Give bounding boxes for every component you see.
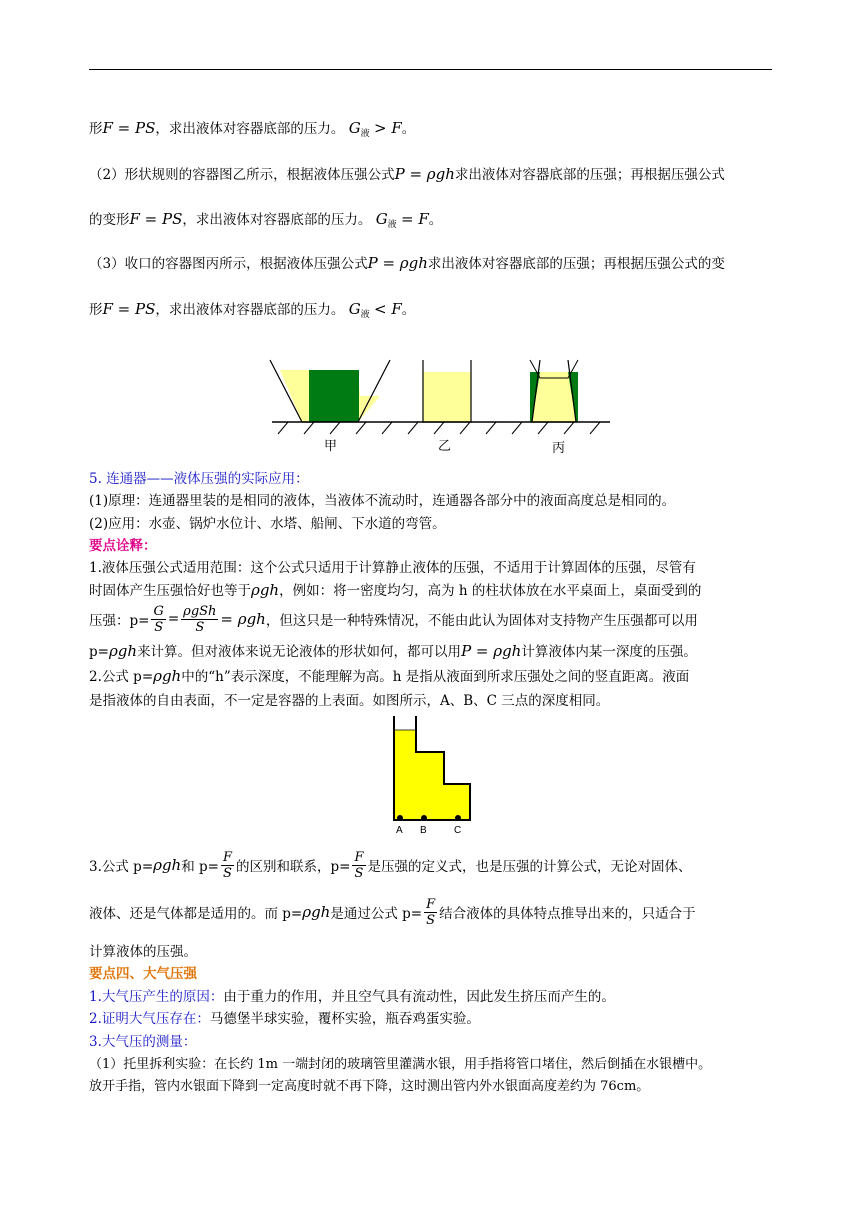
formula: = F — [400, 210, 429, 228]
formula: ρgh — [153, 667, 182, 685]
formula: G — [348, 119, 361, 137]
formula: F = PS — [102, 300, 156, 318]
text: 是通过公式 p= — [330, 906, 423, 922]
fraction-f-over-s — [352, 850, 365, 881]
section4-item2 — [89, 1007, 480, 1027]
denominator: S — [354, 865, 364, 881]
denominator: S — [426, 912, 436, 928]
point-a — [397, 815, 403, 821]
note1-line-b — [89, 579, 701, 599]
formula: P = ρgh — [367, 254, 428, 272]
note3-line-a — [89, 848, 692, 882]
text: ，例如：将一密度均匀，高为 h 的柱状体放在水平桌面上，桌面受到的 — [279, 583, 702, 599]
formula: ρgh — [302, 903, 331, 921]
text: 。 — [401, 302, 416, 318]
text: （2）形状规则的容器图乙所示，根据液体压强公式 — [89, 167, 395, 183]
formula: = ρgh — [220, 610, 266, 628]
section4-item3-line-b: 放开手指，管内水银面下降到一定高度时就不再下降，这时测出管内外水银面高度差约为 76cm。 — [89, 1079, 650, 1094]
section4-item3-title: 3.大气压的测量： — [89, 1034, 197, 1050]
text-line-5 — [89, 298, 415, 320]
note3-line-b — [89, 895, 696, 929]
text: = — [167, 611, 180, 627]
fraction-f-over-s — [424, 897, 437, 928]
section4-title: 要点四、大气压强 — [89, 966, 197, 982]
text: 2.公式 p= — [89, 669, 154, 685]
numerator: F — [222, 849, 232, 865]
formula: > F — [373, 119, 402, 137]
stepped-vessel-figure — [388, 716, 478, 838]
subscript: 液 — [360, 129, 370, 139]
vessel-liquid — [394, 730, 470, 820]
text-line-2 — [89, 163, 725, 183]
text: 。 — [428, 212, 443, 228]
formula: ρgh — [108, 642, 138, 660]
label-a: A — [396, 825, 403, 836]
text: 求出液体对容器底部的压强；再根据压强公式的变 — [427, 256, 725, 272]
text: ，但这只是一种特殊情况，不能由此认为固体对支持物产生压强都可以用 — [265, 613, 698, 629]
text: 计算液体内某一深度的压强。 — [521, 644, 697, 660]
text: 液体、还是气体都是适用的。而 p= — [89, 906, 303, 922]
section4-item1 — [89, 985, 615, 1005]
formula: F = PS — [102, 119, 156, 137]
item-text: 由于重力的作用，并且空气具有流动性，因此发生挤压而产生的。 — [223, 989, 615, 1005]
container-yi-liquid — [423, 372, 471, 422]
ground-hatching — [278, 422, 600, 434]
note1-line-a: 1.液体压强公式适用范围：这个公式只适用于计算静止液体的压强，不适用于计算固体的压强，尽管有 — [89, 560, 696, 576]
label-yi: 乙 — [438, 439, 452, 454]
denominator: S — [154, 619, 164, 635]
section4-item3-line-a: （1）托里拆利实验：在长约 1m 一端封闭的玻璃管里灌满水银，用手指将管口堵住，然后倒插在水银槽中。 — [89, 1057, 712, 1072]
text: 压强：p= — [89, 613, 150, 629]
point-b — [421, 815, 427, 821]
formula: G — [348, 300, 361, 318]
containers-figure — [268, 358, 614, 458]
formula: P = ρgh — [394, 165, 455, 183]
fraction-g-over-s — [151, 604, 165, 635]
fraction-f-over-s — [221, 850, 234, 881]
formula: ρgh — [153, 856, 182, 874]
formula: < F — [373, 300, 402, 318]
text: 3.公式 p= — [89, 859, 154, 875]
denominator: S — [223, 865, 232, 881]
text: p= — [89, 644, 109, 660]
formula: P = ρgh — [461, 642, 522, 660]
text: （3）收口的容器图丙所示，根据液体压强公式 — [89, 256, 368, 272]
text: ，求出液体对容器底部的压力。 — [182, 212, 372, 228]
text: 结合液体的具体特点推导出来的，只适合于 — [439, 906, 696, 922]
note3-line-c: 计算液体的压强。 — [89, 944, 197, 960]
text: 中的“h”表示深度，不能理解为高。h 是指从液面到所求压强处之间的竖直距离。液面 — [181, 669, 690, 685]
note2-line-a — [89, 665, 689, 685]
label-b: B — [420, 825, 427, 836]
numerator: F — [354, 849, 364, 865]
text: 和 p= — [181, 859, 219, 875]
formula: F = PS — [129, 210, 183, 228]
section5-principle: (1)原理：连通器里装的是相同的液体，当液体不流动时，连通器各部分中的液面高度总是相同的。 — [89, 493, 676, 509]
denominator: S — [195, 619, 205, 635]
subscript: 液 — [360, 310, 370, 320]
text: 时固体产生压强恰好也等于 — [89, 583, 251, 599]
section5-application: (2)应用：水壶、锅炉水位计、水塔、船闸、下水道的弯管。 — [89, 516, 446, 532]
numerator: G — [153, 603, 164, 619]
text-line-1 — [89, 117, 415, 139]
label-bing: 丙 — [552, 441, 566, 456]
item-label: 2.证明大气压存在： — [89, 1011, 210, 1027]
note2-line-b: 是指液体的自由表面，不一定是容器的上表面。如图所示，A、B、C 三点的深度相同。 — [89, 693, 610, 709]
item-label: 1.大气压产生的原因： — [89, 989, 224, 1005]
label-c: C — [454, 825, 462, 836]
text: ，求出液体对容器底部的压力。 — [155, 302, 345, 318]
item-text: 马德堡半球实验，覆杯实验，瓶吞鸡蛋实验。 — [209, 1011, 480, 1027]
text: 是压强的定义式，也是压强的计算公式，无论对固体、 — [367, 859, 692, 875]
note1-line-c — [89, 603, 698, 635]
formula: ρgh — [251, 581, 280, 599]
text: 来计算。但对液体来说无论液体的形状如何，都可以用 — [137, 644, 462, 660]
text: 形 — [89, 121, 103, 137]
section5-title: 5. 连通器——液体压强的实际应用： — [89, 471, 309, 487]
notes-title: 要点诠释： — [89, 538, 157, 554]
text: 。 — [401, 121, 416, 137]
formula: G — [375, 210, 388, 228]
fraction-rgsh-over-s — [181, 604, 218, 635]
container-jia-column — [309, 370, 359, 422]
numerator: ρgSh — [183, 603, 217, 619]
numerator: F — [426, 896, 436, 912]
note1-line-d — [89, 640, 697, 660]
text: 的区别和联系，p= — [236, 859, 351, 875]
text-line-4 — [89, 252, 725, 272]
text-line-3 — [89, 208, 442, 230]
label-jia: 甲 — [324, 439, 338, 454]
text: ，求出液体对容器底部的压力。 — [155, 121, 345, 137]
point-c — [455, 815, 461, 821]
text: 的变形 — [89, 212, 130, 228]
header-rule — [89, 69, 772, 70]
text: 求出液体对容器底部的压强；再根据压强公式 — [454, 167, 725, 183]
subscript: 液 — [387, 220, 397, 230]
text: 形 — [89, 302, 103, 318]
